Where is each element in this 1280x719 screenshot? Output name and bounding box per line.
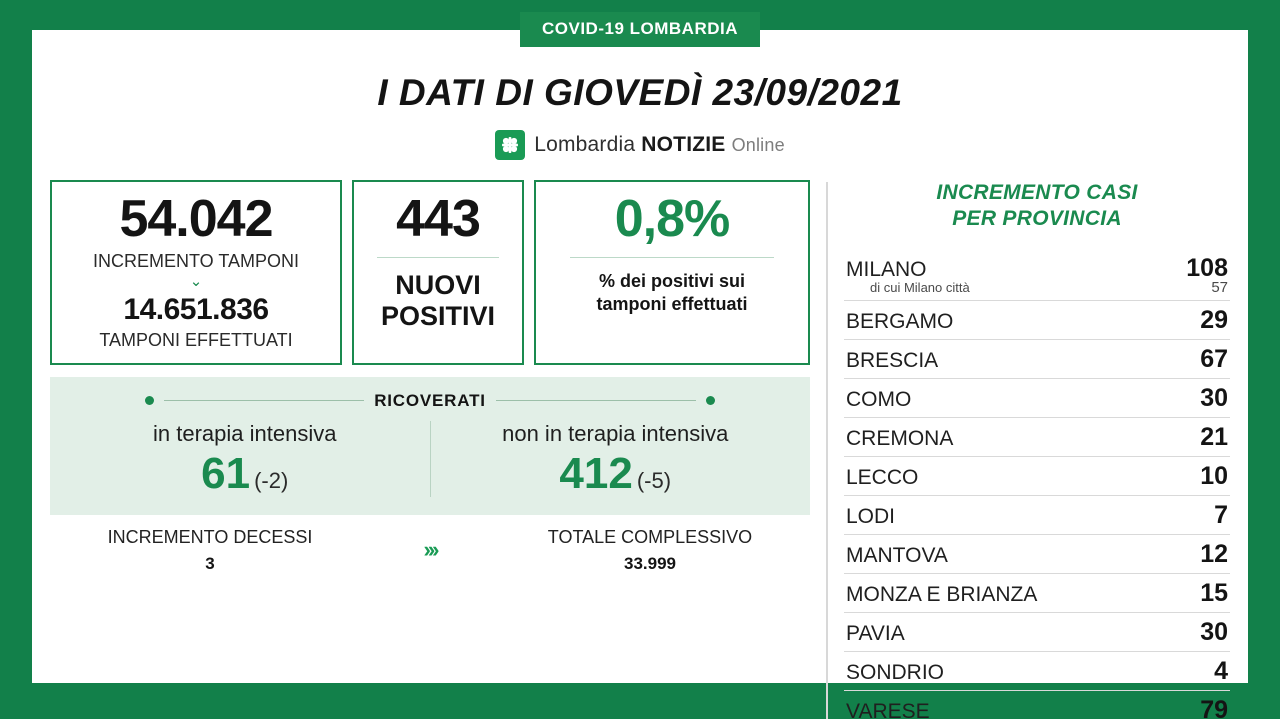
logo-text-notizie: NOTIZIE	[641, 133, 726, 156]
non-intensiva-label: non in terapia intensiva	[502, 420, 729, 446]
province-value: 67	[1200, 344, 1228, 373]
percentuale-value: 0,8%	[614, 190, 730, 248]
logo-text	[534, 133, 785, 157]
province-value: 12	[1200, 539, 1228, 568]
ricoverati-columns	[60, 421, 800, 497]
chevron-down-icon: ⌄	[189, 272, 203, 290]
province-name: BERGAMO	[846, 309, 954, 333]
ricoverati-title: RICOVERATI	[374, 390, 486, 410]
left-column	[50, 180, 810, 719]
tamponi-total-label: TAMPONI EFFETTUATI	[99, 329, 293, 350]
bullet-dot-left-icon	[145, 396, 154, 405]
divider	[164, 400, 364, 401]
province-value: 30	[1200, 383, 1228, 412]
stat-box-percentuale	[534, 180, 810, 365]
content-body	[32, 160, 1248, 719]
province-value: 7	[1214, 500, 1228, 529]
ricoverati-header	[60, 391, 800, 411]
province-value: 10	[1200, 461, 1228, 490]
stat-box-tamponi	[50, 180, 342, 365]
province-name: LECCO	[846, 465, 919, 489]
province-value: 29	[1200, 305, 1228, 334]
province-name: COMO	[846, 387, 912, 411]
province-name: MILANO	[846, 257, 927, 281]
province-name: LODI	[846, 504, 896, 528]
intensiva-value: 61 (-2)	[201, 448, 289, 498]
decessi-value: 3	[205, 553, 215, 573]
nuovi-positivi-value: 443	[396, 190, 480, 248]
totale-value: 33.999	[624, 553, 676, 573]
decessi-block	[50, 527, 370, 574]
banner-container	[32, 12, 1248, 47]
table-row	[844, 535, 1230, 574]
province-name: MONZA E BRIANZA	[846, 582, 1038, 606]
province-value: 79	[1200, 695, 1228, 719]
logo-text-lombardia: Lombardia	[534, 133, 636, 156]
ricoverati-intensiva	[60, 421, 430, 497]
province-list	[844, 249, 1230, 719]
table-row	[844, 574, 1230, 613]
clover-icon	[495, 130, 525, 160]
table-row	[844, 418, 1230, 457]
stat-box-nuovi-positivi	[352, 180, 524, 365]
divider	[570, 257, 775, 258]
intensiva-delta: (-2)	[254, 467, 289, 493]
percentuale-label: % dei positivi sui tamponi effettuati	[596, 270, 748, 314]
province-value: 15	[1200, 578, 1228, 607]
table-row	[844, 340, 1230, 379]
table-row	[844, 613, 1230, 652]
province-value: 21	[1200, 422, 1228, 451]
province-name: PAVIA	[846, 621, 905, 645]
tamponi-increment-value: 54.042	[119, 190, 273, 248]
province-name: BRESCIA	[846, 348, 939, 372]
nuovi-positivi-label: NUOVI POSITIVI	[380, 269, 496, 331]
tamponi-total-value: 14.651.836	[123, 292, 269, 326]
decessi-label: INCREMENTO DECESSI	[107, 526, 313, 547]
province-name: CREMONA	[846, 426, 954, 450]
footer-section	[50, 527, 810, 574]
ricoverati-non-intensiva	[430, 421, 801, 497]
table-row	[844, 496, 1230, 535]
divider	[377, 257, 499, 258]
province-value: 108	[1186, 253, 1228, 282]
vertical-divider	[826, 182, 828, 719]
table-row	[844, 301, 1230, 340]
covid-banner: COVID-19 LOMBARDIA	[520, 12, 760, 47]
divider	[496, 400, 696, 401]
ricoverati-section	[50, 377, 810, 515]
province-sub-value: 57	[1211, 278, 1228, 296]
logo-text-online: Online	[731, 135, 785, 155]
logo	[32, 130, 1248, 160]
province-sub-name: di cui Milano città	[870, 279, 970, 295]
table-row	[844, 379, 1230, 418]
table-row	[844, 691, 1230, 719]
province-name: MANTOVA	[846, 543, 948, 567]
totale-label: TOTALE COMPLESSIVO	[547, 526, 753, 547]
page-title: I DATI DI GIOVEDÌ 23/09/2021	[377, 72, 903, 113]
table-row	[844, 652, 1230, 691]
province-value: 4	[1214, 656, 1228, 685]
tamponi-increment-label: INCREMENTO TAMPONI	[92, 250, 299, 271]
table-row-sub	[844, 279, 1230, 301]
table-row	[844, 249, 1230, 283]
table-row	[844, 457, 1230, 496]
summary-stats	[50, 180, 810, 365]
non-intensiva-delta: (-5)	[636, 467, 672, 493]
province-name: VARESE	[846, 699, 930, 719]
province-column	[844, 180, 1230, 719]
province-value: 30	[1200, 617, 1228, 646]
province-name: SONDRIO	[846, 660, 945, 684]
info-card	[32, 19, 1248, 719]
arrows-icon: ›››	[423, 537, 437, 563]
non-intensiva-value: 412 (-5)	[559, 448, 672, 498]
province-title: INCREMENTO CASI PER PROVINCIA	[936, 181, 1138, 231]
totale-block	[490, 527, 810, 574]
intensiva-label: in terapia intensiva	[153, 420, 337, 446]
bullet-dot-right-icon	[706, 396, 715, 405]
